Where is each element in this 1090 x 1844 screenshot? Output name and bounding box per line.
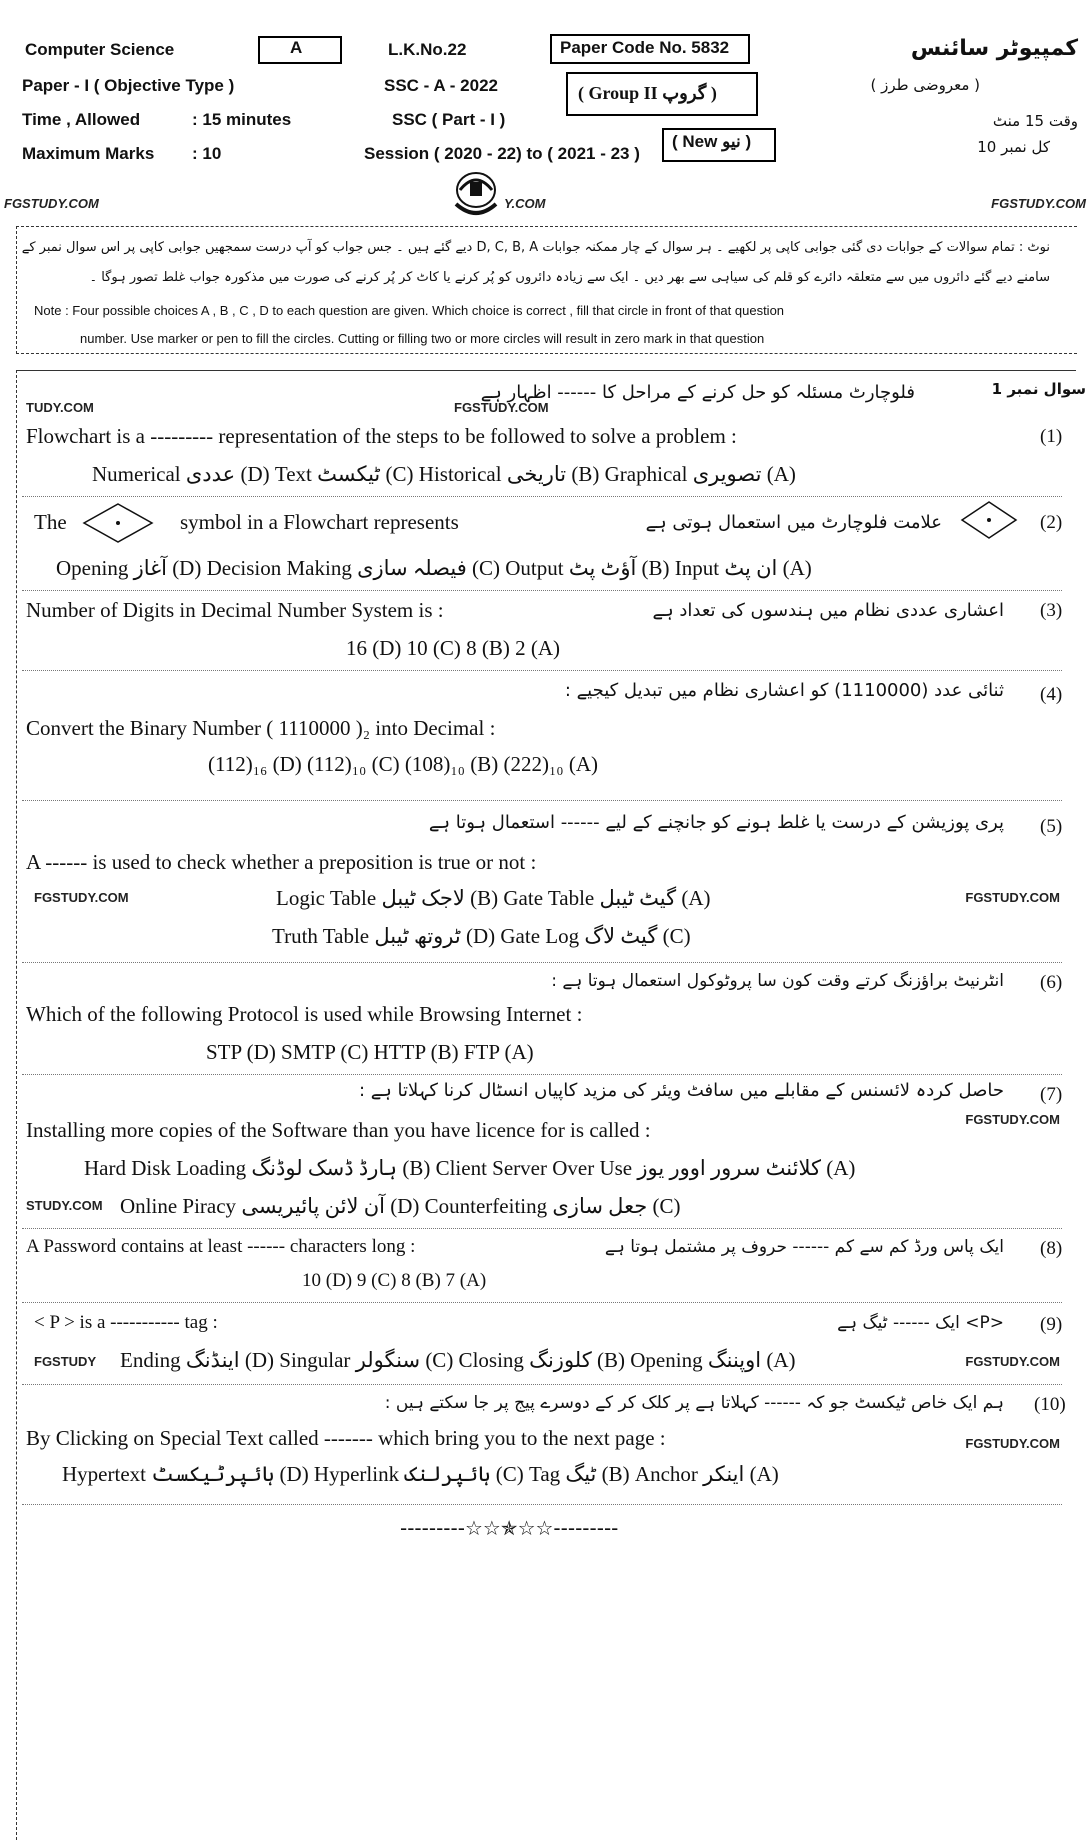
marks-label: Maximum Marks bbox=[22, 144, 155, 163]
watermark-left: FGSTUDY.COM bbox=[4, 196, 99, 211]
instruction-english-1: Note : Four possible choices A , B , C , D to each question are given. Which choice is correct , fill that circle in front of that question bbox=[34, 303, 785, 318]
q6-divider bbox=[22, 1074, 1062, 1075]
q7-english: Installing more copies of the Software than you have licence for is called : bbox=[26, 1118, 651, 1142]
q7-watermark-left-option: STUDY.COM bbox=[26, 1198, 103, 1213]
questions-top-border bbox=[16, 370, 1076, 371]
instruction-english-2: number. Use marker or pen to fill the circles. Cutting or filling two or more circles will result in zero mark in that question bbox=[80, 331, 765, 346]
watermark-center: Y.COM bbox=[504, 196, 546, 211]
q9-english: < P > is a ----------- tag : bbox=[34, 1312, 218, 1333]
time-label: Time , Allowed bbox=[22, 110, 141, 129]
q6-english: Which of the following Protocol is used while Browsing Internet : bbox=[26, 1002, 583, 1026]
q4-english: Convert the Binary Number ( 1110000 )₂ into Decimal : bbox=[26, 716, 496, 740]
new-label: ( New نیو ) bbox=[672, 132, 752, 151]
q2-number: (2) bbox=[1040, 512, 1063, 533]
q9-urdu: <P> ایک ------ ٹیگ ہے bbox=[837, 1313, 1004, 1333]
q5-watermark-right: FGSTUDY.COM bbox=[965, 890, 1060, 905]
q10-options: Hypertext ہائپرٹیکسٹ (D) Hyperlink ہائپرلنک (C) Tag ٹیگ (B) Anchor اینکر (A) bbox=[62, 1462, 779, 1486]
q5-options-row2: Truth Table ٹروتھ ٹیبل (D) Gate Log گیٹ لاگ (C) bbox=[272, 924, 691, 948]
group-label: ( Group II گروپ ) bbox=[578, 83, 717, 103]
marks-value: : 10 bbox=[192, 144, 222, 163]
q1-options: Numerical عددی (D) Text ٹیکسٹ (C) Historical تاریخی (B) Graphical تصویری (A) bbox=[92, 462, 796, 486]
q1-urdu: فلوچارٹ مسئلہ کو حل کرنے کے مراحل کا ------ اظہار ہے bbox=[480, 382, 915, 403]
q9-options: Ending اینڈنگ (D) Singular سنگولر (C) Closing کلوزنگ (B) Opening اوپننگ (A) bbox=[120, 1348, 796, 1372]
q2-english-post: symbol in a Flowchart represents bbox=[180, 510, 459, 534]
q7-urdu: حاصل کردہ لائسنس کے مقابلے میں سافٹ ویئر کی مزید کاپیاں انسٹال کرنا کہلاتا ہے : bbox=[358, 1080, 1004, 1101]
urdu-subject: کمپیوٹر سائنس bbox=[910, 36, 1078, 61]
q1-watermark-left: TUDY.COM bbox=[26, 400, 94, 415]
q9-divider bbox=[22, 1384, 1062, 1385]
watermark-right: FGSTUDY.COM bbox=[991, 196, 1086, 211]
subject-title: Computer Science bbox=[25, 40, 175, 59]
time-value: : 15 minutes bbox=[192, 110, 292, 129]
q4-urdu: ثنائی عدد (1110000) کو اعشاری نظام میں تبدیل کیجیے : bbox=[564, 680, 1004, 701]
q10-english: By Clicking on Special Text called ------- which bring you to the next page : bbox=[26, 1426, 666, 1450]
q8-number: (8) bbox=[1040, 1238, 1063, 1259]
exam-title: SSC - A - 2022 bbox=[384, 76, 499, 95]
end-ornament: ---------☆☆✯☆☆--------- bbox=[400, 1516, 619, 1540]
q3-number: (3) bbox=[1040, 600, 1063, 621]
q10-watermark-right: FGSTUDY.COM bbox=[965, 1436, 1060, 1451]
logo-emblem bbox=[452, 168, 500, 220]
q6-number: (6) bbox=[1040, 972, 1063, 993]
instruction-urdu-1: نوٹ : تمام سوالات کے جوابات دی گئی جوابی کاپی پر لکھیے ۔ ہر سوال کے چار ممکنہ جوابات D, C, B, A دیے گئے ہیں ۔ جس جواب کو آپ درست سمجھیں جوابی کاپی پر اس سوال نمبر کے bbox=[21, 240, 1050, 255]
q9-watermark-left: FGSTUDY bbox=[34, 1354, 97, 1369]
urdu-question-label: سوال نمبر 1 bbox=[991, 380, 1086, 398]
q10-number: (10) bbox=[1034, 1394, 1066, 1415]
instruction-urdu-2: سامنے دیے گئے دائروں میں سے متعلقہ دائرے کو قلم کی سیاہی سے بھر دیں ۔ ایک سے زیادہ دائروں کو پُر کرنے یا کاٹ کر پُر کرنے کی صورت میں مذکورہ جواب غلط تصور ہوگا ۔ bbox=[89, 270, 1050, 285]
q5-options-row1: Logic Table لاجک ٹیبل (B) Gate Table گیٹ ٹیبل (A) bbox=[276, 886, 711, 910]
q2-urdu: علامت فلوچارٹ میں استعمال ہوتی ہے bbox=[645, 512, 942, 533]
q5-urdu: پری پوزیشن کے درست یا غلط ہونے کو جانچنے کے لیے ------ استعمال ہوتا ہے bbox=[428, 812, 1004, 833]
urdu-time: وقت 15 منٹ bbox=[992, 112, 1078, 130]
q7-options-row1: Hard Disk Loading ہارڈ ڈسک لوڈنگ (B) Client Server Over Use کلائنٹ سرور اوور یوز (A) bbox=[84, 1156, 856, 1180]
q4-options: (112)₁₆ (D) (112)₁₀ (C) (108)₁₀ (B) (222)₁₀ (A) bbox=[208, 752, 598, 776]
q8-urdu: ایک پاس ورڈ کم سے کم ------ حروف پر مشتمل ہوتا ہے bbox=[604, 1237, 1004, 1257]
q9-number: (9) bbox=[1040, 1314, 1063, 1335]
exam-part: SSC ( Part - I ) bbox=[392, 110, 506, 129]
q2-decision-symbol bbox=[82, 502, 154, 544]
q7-options-row2: Online Piracy آن لائن پائیریسی (D) Counterfeiting جعل سازی (C) bbox=[120, 1194, 681, 1218]
q6-urdu: انٹرنیٹ براؤزنگ کرتے وقت کون سا پروٹوکول استعمال ہوتا ہے : bbox=[551, 971, 1004, 991]
q7-watermark-right: FGSTUDY.COM bbox=[965, 1112, 1060, 1127]
q4-divider bbox=[22, 800, 1062, 801]
session: Session ( 2020 - 22) to ( 2021 - 23 ) bbox=[364, 144, 640, 163]
urdu-marks: کل نمبر 10 bbox=[977, 138, 1050, 156]
q9-watermark-right: FGSTUDY.COM bbox=[965, 1354, 1060, 1369]
urdu-paper: ( معروضی طرز ) bbox=[870, 76, 980, 94]
q8-divider bbox=[22, 1302, 1062, 1303]
q5-divider bbox=[22, 962, 1062, 963]
version-letter: A bbox=[290, 38, 303, 57]
q1-divider bbox=[22, 496, 1062, 497]
q3-english: Number of Digits in Decimal Number System is : bbox=[26, 598, 444, 622]
q1-number: (1) bbox=[1040, 426, 1063, 447]
q3-divider bbox=[22, 670, 1062, 671]
q7-number: (7) bbox=[1040, 1084, 1063, 1105]
q2-options: Opening آغاز (D) Decision Making فیصلہ سازی (C) Output آؤٹ پٹ (B) Input ان پٹ (A) bbox=[56, 556, 812, 580]
q3-options: 16 (D) 10 (C) 8 (B) 2 (A) bbox=[346, 636, 561, 660]
paper-type: Paper - I ( Objective Type ) bbox=[22, 76, 235, 95]
q5-watermark-left: FGSTUDY.COM bbox=[34, 890, 129, 905]
q8-english: A Password contains at least ------ characters long : bbox=[26, 1236, 416, 1257]
q6-options: STP (D) SMTP (C) HTTP (B) FTP (A) bbox=[206, 1040, 534, 1064]
q2-english-pre: The bbox=[34, 510, 67, 534]
q10-urdu: ہم ایک خاص ٹیکسٹ جو کہ ------ کہلاتا ہے پر کلک کر کے دوسرے پیج پر جا سکتے ہیں : bbox=[384, 1393, 1004, 1413]
lk-number: L.K.No.22 bbox=[388, 40, 467, 59]
q3-urdu: اعشاری عددی نظام میں ہندسوں کی تعداد ہے bbox=[652, 600, 1004, 621]
q1-watermark-center: FGSTUDY.COM bbox=[454, 400, 549, 415]
q4-number: (4) bbox=[1040, 684, 1063, 705]
paper-code: Paper Code No. 5832 bbox=[560, 38, 730, 57]
q2-divider bbox=[22, 590, 1062, 591]
q10-divider bbox=[22, 1504, 1062, 1505]
q1-english: Flowchart is a --------- representation of the steps to be followed to solve a problem : bbox=[26, 424, 737, 448]
q8-options: 10 (D) 9 (C) 8 (B) 7 (A) bbox=[302, 1270, 487, 1291]
q2-decision-symbol-urdu bbox=[960, 500, 1018, 540]
questions-left-border bbox=[16, 370, 17, 1840]
q7-divider bbox=[22, 1228, 1062, 1229]
q5-english: A ------ is used to check whether a preposition is true or not : bbox=[26, 850, 537, 874]
q5-number: (5) bbox=[1040, 816, 1063, 837]
